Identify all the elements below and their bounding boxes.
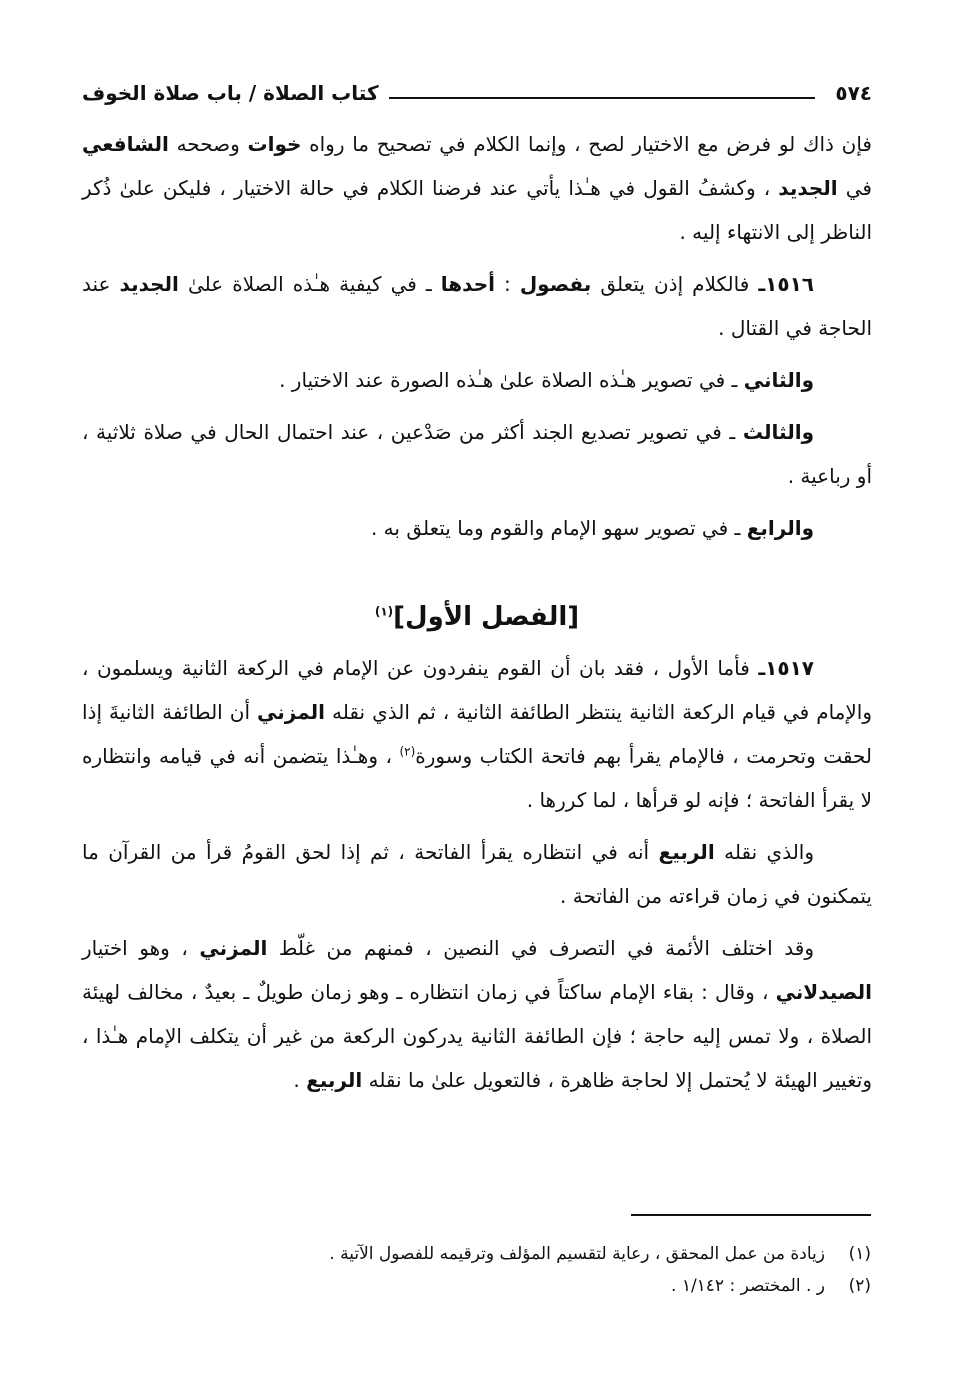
paragraph-1516: ١٥١٦ـ فالكلام إذن يتعلق بفصول : أحدها ـ في كيفية هـٰذه الصلاة علىٰ الجديد عند الحاجة في القتال .: [82, 272, 872, 340]
running-header: [82, 78, 872, 108]
footnotes: [81, 1238, 871, 1302]
paragraph-third: والثالث ـ في تصوير تصديع الجند أكثر من صَدْعين ، عند احتمال الحال في صلاة ثلاثية ، أو رباعية .: [82, 420, 872, 488]
section-heading: [الفصل الأول]$^{(١)}$: [374, 602, 580, 632]
paragraph-rabi: والذي نقله الربيع أنه في انتظاره يقرأ الفاتحة ، ثم إذا لحق القومُ قرأ من القرآن ما يتمكنون في زمان قراءته من الفاتحة .: [82, 840, 872, 908]
footnote-1: (١)زيادة من عمل المحقق ، رعاية لتقسيم المؤلف وترقيمه للفصول الآتية .: [329, 1244, 871, 1264]
main-text: [82, 122, 872, 1110]
footnote-2: (٢)ر . المختصر : ١/١٤٢ .: [671, 1276, 871, 1296]
footnote-ref-2: (٢): [399, 744, 416, 759]
paragraph-1: فإن ذاك لو فرض مع الاختيار لصح ، وإنما الكلام في تصحيح ما رواه خوات وصححه الشافعي في الجديد ، وكشفُ القول في هـٰذا يأتي عند فرضنا الكلام في حالة الاختيار ، فليكن علىٰ ذُكر الناظر إلى الانتهاء إليه .: [82, 132, 872, 244]
footnote-ref-1: (١): [374, 604, 394, 619]
paragraph-1517: ١٥١٧ـ فأما الأول ، فقد بان أن القوم ينفردون عن الإمام في الركعة الثانية ويسلمون ، والإمام في قيام الركعة الثانية ينتظر الطائفة الثانية ، ثم الذي نقله المزني أن الطائفة الثانيةَ إذا لحقت وتحرمت ، فالإمام يقرأ بهم فاتحة الكتاب وسورة$^{(٢)}$ ، وهـٰذا يتضمن أنه في قيامه وانتظاره لا يقرأ الفاتحة ؛ فإنه لو قرأها ، لما كررها .: [82, 656, 873, 812]
paragraph-disagreement: وقد اختلف الأئمة في التصرف في النصين ، فمنهم من غلّط المزني ، وهو اختيار الصيدلاني ، وقال : بقاء الإمام ساكتاً في زمان انتظاره ـ وهو زمان طويلٌ ـ بعيدٌ ، مخالف لهيئة الصلاة ، ولا تمس إليه حاجة ؛ فإن الطائفة الثانية يدركون الركعة من غير أن يتكلف الإمام هـٰذا ، وتغيير الهيئة لا يُحتمل إلا لحاجة ظاهرة ، فالتعويل علىٰ ما نقله الربيع .: [82, 936, 872, 1092]
footnote-separator: [631, 1214, 871, 1216]
paragraph-fourth: والرابع ـ في تصوير سهو الإمام والقوم وما يتعلق به .: [370, 516, 814, 540]
paragraph-second: والثاني ـ في تصوير هـٰذه الصلاة علىٰ هـٰذه الصورة عند الاختيار .: [279, 368, 814, 392]
page-number: ٥٧٤: [835, 81, 872, 105]
header-title: كتاب الصلاة / باب صلاة الخوف: [82, 81, 379, 105]
header-rule: [389, 97, 816, 99]
